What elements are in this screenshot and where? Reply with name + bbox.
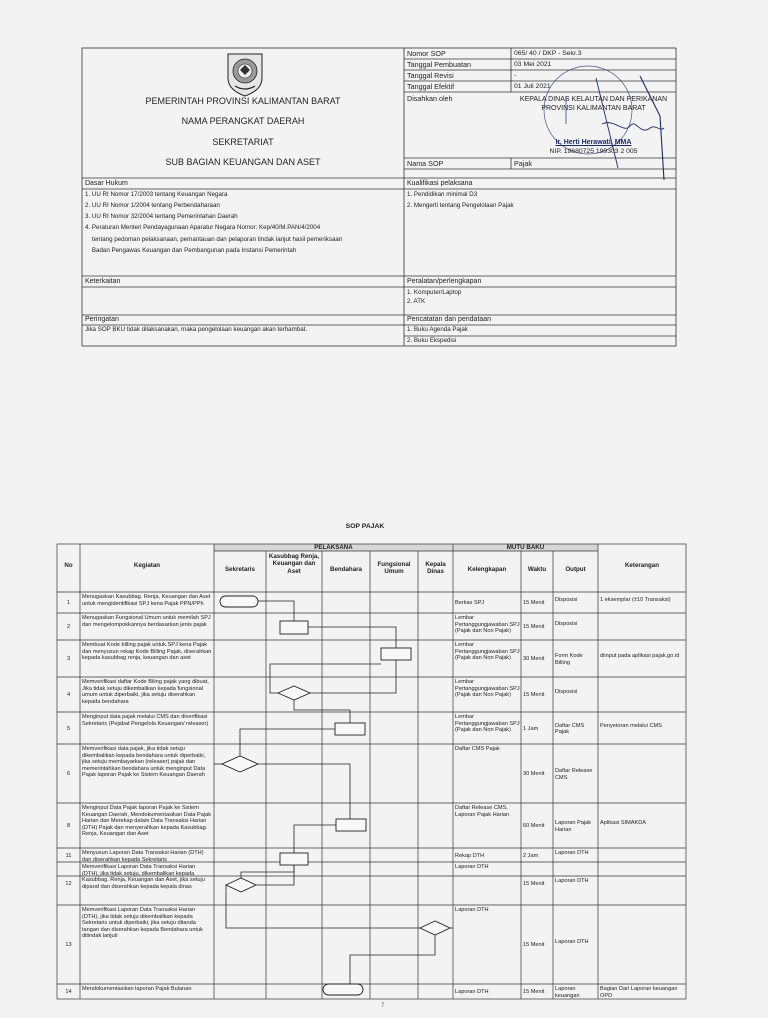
row-number: 12 [65, 881, 72, 887]
flow-process-kasubbag [280, 621, 308, 634]
row-number: 2 [66, 624, 71, 630]
row-output: Laporan keuangan [555, 986, 580, 999]
meta-value-nomor: 065/ 40 / DKP - Sekr.3 [514, 50, 582, 57]
dasar-hukum-item: 4. Peraturan Menteri Pendayagunaan Aparatur Negara Nomor: Kep/40/M.PAN/4/2004 [85, 224, 321, 231]
dasar-hukum-title: Dasar Hukum [85, 180, 128, 187]
keterkaitan-title: Keterkaitan [85, 278, 121, 285]
row-waktu: 15 Menit [523, 692, 545, 698]
flow-terminator-start [220, 596, 258, 607]
kualifikasi-item: 1. Pendidikan minimal D3 [407, 191, 478, 198]
row-kegiatan: Memverifikasi Laporan Data Transaksi Harian (DTH), jika tidak setuju, dikembalikan kepada Kasubbag. Renja, Keuangan dan Aset, jika setuju diparaf dan diserahkan kepada kepala dinas [82, 864, 205, 890]
row-kegiatan: Menginput Data Pajak laporan Pajak ke Sistem Keuangan Daerah, Mendokumentasikan Data Pajak Harian dan Merekap dalam Data Transaksi Harian (DTH) Pajak dan menyerahkan kepada Kasubbag. Renja, Keuangan dan Aset [82, 805, 212, 838]
row-kegiatan: Menyusun Laporan Data Transaksi Harian (DTH) dan diserahkan kepada Sekretaris [82, 850, 204, 862]
org-line-2: NAMA PERANGKAT DAERAH [181, 116, 305, 126]
kualifikasi-title: Kualifikasi pelaksana [407, 180, 473, 187]
dasar-hukum-item: Badan Pengawas Keuangan dan Pembangunan pada Instansi Pemerintah [85, 247, 297, 254]
row-waktu: 15 Menit [523, 600, 545, 606]
col-waktu: Waktu [527, 566, 547, 573]
meta-label-revisi: Tanggal Revisi [407, 71, 454, 80]
nama-sop-label: Nama SOP [407, 159, 444, 168]
row-output: Daftar Release CMS [555, 768, 593, 781]
col-sekretaris: Sekretaris [225, 566, 255, 573]
row-waktu: 60 Menit [523, 823, 545, 829]
row-kegiatan: Menginput data pajak melalui CMS dan diverifikasi Sekretaris (Pejabat Pengelola Keuangan/ releaser) [82, 714, 209, 727]
row-output: Laporan DTH [555, 878, 589, 884]
dasar-hukum-item: tentang pedoman pelaksanaan, pemantauan dan pelaporan tindak lanjut hasil pemeriksaan [85, 236, 343, 243]
col-kepala: Kepala Dinas [425, 561, 446, 576]
sop-table-title: SOP PAJAK [345, 523, 385, 530]
signer-nip: NIP. 19680725 199303 2 005 [549, 148, 638, 155]
row-kelengkapan: Berkas SPJ [455, 600, 485, 606]
dasar-hukum-item: 2. UU RI Nomor 1/2004 tentang Perbendaharaan [85, 202, 220, 209]
disahkan-line-1: KEPALA DINAS KELAUTAN DAN PERIKANAN [519, 96, 668, 103]
row-keterangan: diinput pada aplikasi pajak.go.id [600, 653, 680, 659]
peringatan-text: Jika SOP BKU tidak dilaksanakan, maka pengelolaan keuangan akan terhambat. [85, 326, 308, 333]
group-pelaksana: PELAKSANA [314, 544, 353, 551]
row-waktu: 15 Menit [523, 942, 545, 948]
row-keterangan: Aplikasi SIMAKDA [600, 820, 647, 826]
peralatan-item: 2. ATK [407, 298, 426, 305]
dasar-hukum-item: 3. UU RI Nomor 32/2004 tentang Pemerintahan Daerah [85, 213, 238, 220]
row-output: Disposisi [555, 597, 578, 603]
row-kegiatan: Memverifikasi Laporan Data Transaksi Harian (DTH), jika tidak setuju dikembalikan kepada Sekretaris untuk diperbaiki, jika setuju ditanda tangan dan diserahkan kepada Bendahara untuk ditindak lanjuti [82, 907, 203, 940]
kualifikasi-item: 2. Mengerti tentang Pengelolaan Pajak [407, 202, 514, 209]
row-output: Disposisi [555, 689, 578, 695]
row-kelengkapan: Daftar CMS Pajak [455, 746, 500, 752]
row-kelengkapan: Lembar Pertanggungjawaban SPJ (Pajak dan Non Pajak) [455, 714, 520, 734]
row-number: 1 [66, 600, 71, 606]
org-line-1: PEMERINTAH PROVINSI KALIMANTAN BARAT [145, 96, 341, 106]
org-line-4: SUB BAGIAN KEUANGAN DAN ASET [165, 157, 321, 167]
disahkan-line-2: PROVINSI KALIMANTAN BARAT [541, 105, 646, 112]
row-kelengkapan: Laporan DTH [455, 907, 489, 913]
row-output: Laporan DTH [555, 939, 589, 945]
row-kegiatan: Membuat Kode billing pajak untuk SPJ kena Pajak dan menyusun rekap Kode Billing Pajak, diserahkan kepada kasubbag renja, keuangan dan aset [82, 642, 212, 662]
row-waktu: 2 Jam [523, 852, 539, 859]
row-kegiatan: Memverifikasi daftar Kode Biling pajak yang dibuat, Jika tidak setuju dikembalikan kepada fungsional umum untuk diperbaiki, jika setuju diserahkan kepada bendahara [82, 679, 209, 705]
col-kasubbag: Kasubbag Renja, Keuangan dan Aset [268, 553, 320, 575]
flow-decision-kepala [420, 921, 450, 935]
col-keterangan: Keterangan [624, 562, 660, 569]
peralatan-item: 1. Komputer/Laptop [407, 289, 462, 296]
flow-process-bendahara [335, 723, 365, 735]
row-waktu: 30 Menit [523, 656, 545, 662]
row-number: 5 [66, 725, 71, 732]
meta-label-efektif: Tanggal Efektif [407, 82, 455, 91]
row-kelengkapan: Lembar Pertanggungjawaban SPJ (Pajak dan Non Pajak) [455, 679, 520, 699]
row-kelengkapan: Laporan DTH [455, 864, 489, 870]
row-output: Disposisi [555, 621, 578, 627]
disahkan-label: Disahkan oleh [407, 94, 453, 103]
meta-value-revisi: - [514, 72, 517, 79]
col-bendahara: Bendahara [330, 566, 362, 573]
row-keterangan: 1 eksemplar (±10 Transaksi) [600, 597, 671, 603]
flow-terminator-end [323, 984, 363, 995]
meta-label-nomor: Nomor SOP [407, 49, 446, 58]
row-kelengkapan: Laporan DTH [455, 989, 489, 995]
flow-process-bendahara-input [336, 819, 366, 831]
row-waktu: 1 Jam [523, 725, 539, 732]
flow-process-kasubbag-dth [280, 853, 308, 865]
row-waktu: 30 Menit [523, 771, 545, 777]
row-keterangan: Bagian Dari Laporan keuangan OPD [600, 986, 678, 999]
group-mutu: MUTU BAKU [506, 544, 545, 551]
flow-process-fungsional [381, 648, 411, 660]
row-number: 11 [65, 852, 72, 859]
row-waktu: 15 Menit [523, 881, 545, 887]
flow-decision-sekretaris [222, 756, 258, 772]
row-waktu: 15 Menit [523, 989, 545, 995]
row-output: Laporan DTH [555, 850, 589, 856]
col-fungsional: Fungsional Umum [377, 561, 411, 576]
row-kelengkapan: Daftar Release CMS, Laporan Pajak Harian [455, 805, 510, 818]
signer-name: Ir. Herti Herawati, MMA [555, 139, 632, 146]
row-number: 13 [65, 942, 72, 948]
page-mark: 7 [381, 1003, 385, 1009]
flow-connectors [214, 601, 453, 984]
col-output: Output [565, 566, 586, 573]
row-number: 3 [66, 656, 71, 662]
row-output: Laporan Pajak Harian [555, 820, 592, 833]
row-output: Daftar CMS Pajak [555, 722, 585, 736]
row-kegiatan: Memverifikasi data pajak, jika tidak setuju dikembalikan kepada bendahara untuk diperbaiki, jika setuju membayarkan (releaser) pajak dan memerintahkan bendahara untuk menginput Data Pajak laporan Pajak ke Sistem Keuangan Daerah [82, 746, 206, 779]
flowchart [220, 596, 450, 995]
pencatatan-title: Pencatatan dan pendataan [407, 316, 492, 323]
meta-value-pembuatan: 03 Mei 2021 [514, 61, 552, 68]
pencatatan-item: 1. Buku Agenda Pajak [407, 326, 468, 333]
row-output: Form Kode Billing [555, 653, 583, 666]
row-kegiatan: Menugaskan Fungsional Umum untuk memilah SPJ dan mengelompokkannya berdasarkan jenis pajak [82, 615, 211, 628]
row-kelengkapan: Lembar Pertanggungjawaban SPJ (Pajak dan Non Pajak) [455, 615, 520, 635]
row-number: 4 [66, 692, 71, 698]
col-kelengkapan: Kelengkapan [467, 566, 507, 573]
dasar-hukum-item: 1. UU RI Nomor 17/2003 tentang Keuangan Negara [85, 191, 228, 198]
nama-sop-value: Pajak [514, 159, 532, 168]
col-no: No [64, 562, 73, 569]
row-kegiatan: Menugaskan Kasubbag. Renja, Keuangan dan Aset untuk mengidentifikasi SPJ kena Pajak PPN/PPh [82, 594, 211, 607]
row-number: 6 [66, 771, 71, 777]
row-number: 8 [66, 823, 71, 829]
flow-decision-kasubbag [278, 686, 310, 700]
peralatan-title: Peralatan/perlengkapan [407, 278, 482, 285]
row-keterangan: Penyetoran melalui CMS [600, 722, 662, 729]
row-kelengkapan: Lembar Pertanggungjawaban SPJ (Pajak dan Non Pajak) [455, 642, 520, 662]
row-kegiatan: Mendokumentasikan laporan Pajak Bulanan [82, 986, 192, 992]
peringatan-title: Peringatan [85, 316, 119, 323]
meta-value-efektif: 01 Juli 2021 [514, 83, 551, 90]
meta-label-pembuatan: Tanggal Pembuatan [407, 60, 471, 69]
row-kelengkapan: Rekap DTH [455, 852, 485, 859]
row-number: 14 [65, 989, 72, 995]
pencatatan-item: 2. Buku Ekspedisi [407, 337, 457, 344]
org-line-3: SEKRETARIAT [212, 137, 274, 147]
row-waktu: 15 Menit [523, 624, 545, 630]
flow-decision-sekretaris-dth [226, 878, 256, 892]
col-kegiatan: Kegiatan [133, 562, 161, 569]
